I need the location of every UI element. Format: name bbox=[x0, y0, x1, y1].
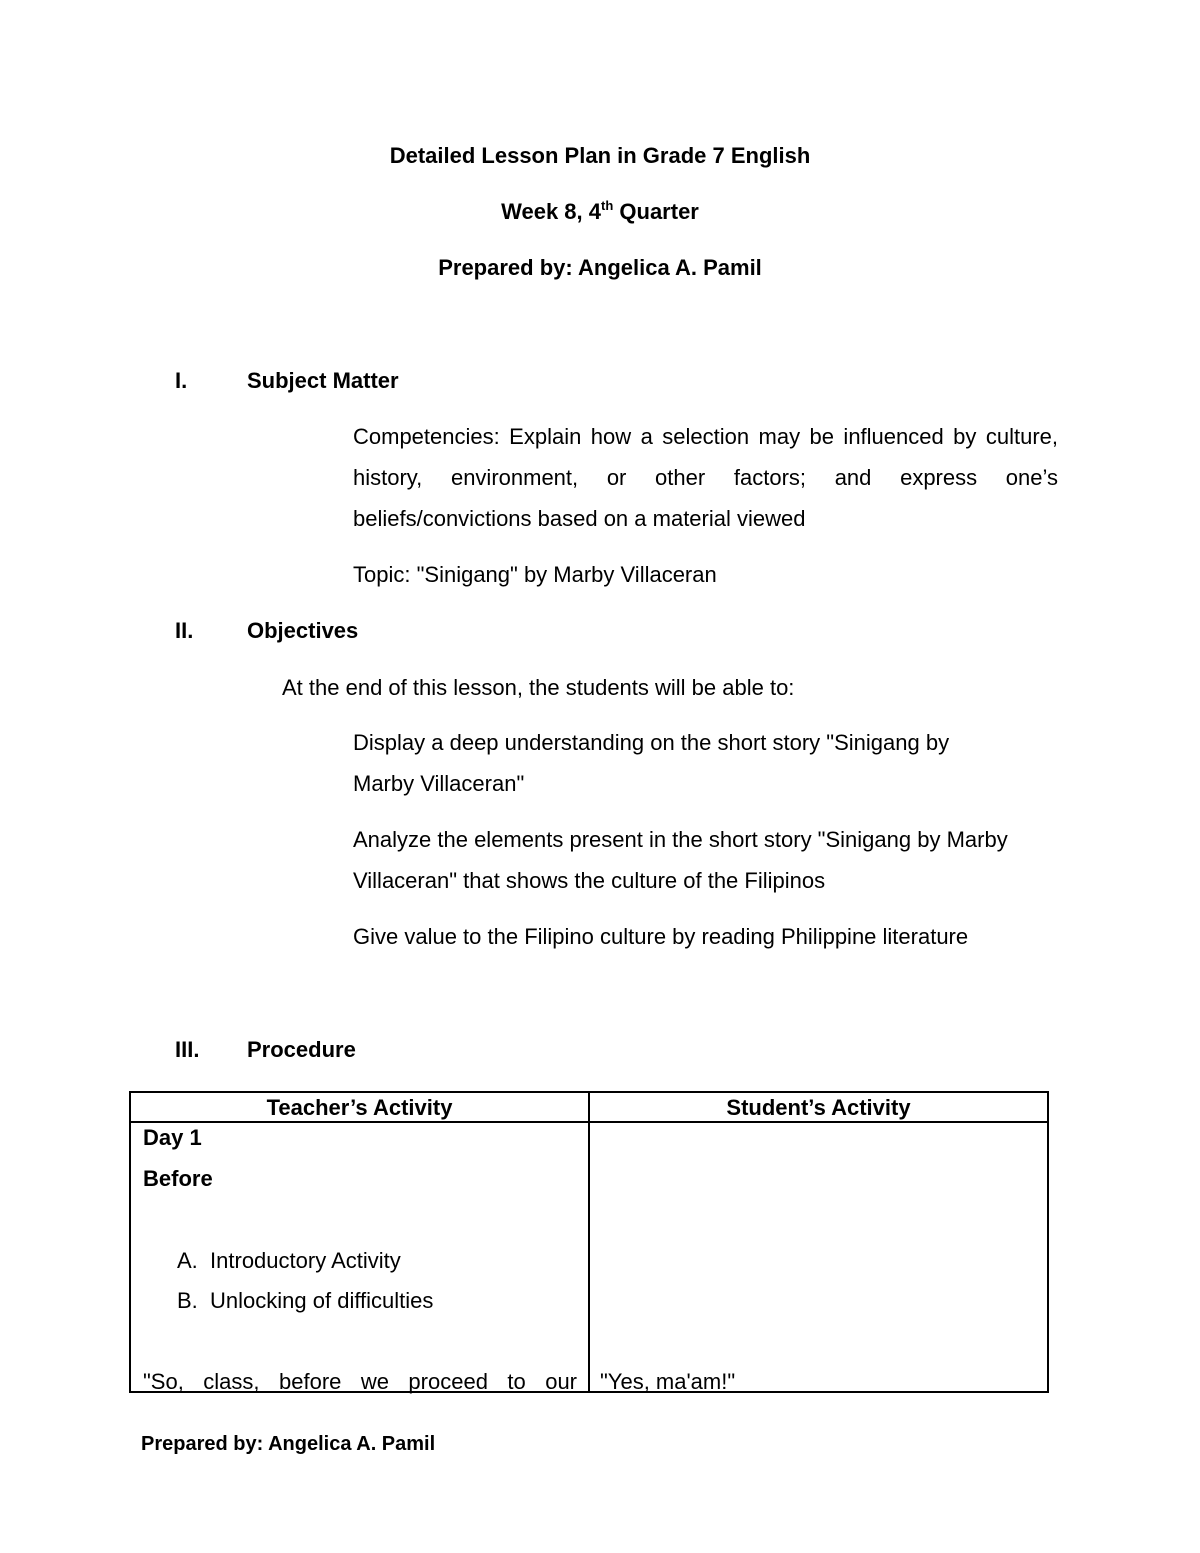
week-quarter bbox=[0, 199, 1200, 225]
quote-word: "So, bbox=[143, 1369, 184, 1394]
list-marker: B. bbox=[177, 1288, 198, 1313]
objective-item: Give value to the Filipino culture by reading Philippine literature bbox=[353, 924, 969, 949]
objectives-intro: At the end of this lesson, the students will be able to: bbox=[282, 675, 795, 700]
list-item bbox=[177, 1248, 401, 1274]
quote-word: to bbox=[507, 1369, 526, 1394]
quote-word: before bbox=[279, 1369, 342, 1394]
week-superscript: th bbox=[601, 198, 614, 213]
objective-item: Display a deep understanding on the short story "Sinigang by Marby Villaceran" bbox=[353, 730, 950, 796]
section-heading-objectives: Objectives bbox=[247, 618, 359, 643]
footer-prepared-by: Prepared by: Angelica A. Pamil bbox=[141, 1433, 436, 1455]
topic-text: Topic: "Sinigang" by Marby Villaceran bbox=[353, 562, 717, 587]
quote-word: we bbox=[360, 1369, 389, 1394]
list-item-text: Unlocking of difficulties bbox=[210, 1288, 434, 1313]
student-response: "Yes, ma'am!" bbox=[600, 1369, 736, 1394]
quarter-text: Quarter bbox=[613, 199, 699, 224]
quote-word: class, bbox=[203, 1369, 260, 1394]
list-item-text: Introductory Activity bbox=[210, 1248, 401, 1273]
teacher-activity-header: Teacher’s Activity bbox=[130, 1092, 589, 1122]
section-heading-subject-matter: Subject Matter bbox=[247, 368, 399, 393]
prepared-by-header: Prepared by: Angelica A. Pamil bbox=[438, 255, 762, 280]
table-header-row bbox=[130, 1092, 1048, 1122]
student-activity-cell bbox=[589, 1122, 1048, 1392]
section-numeral-2: II. bbox=[175, 618, 194, 643]
section-numeral-1: I. bbox=[175, 368, 188, 393]
student-activity-header: Student’s Activity bbox=[589, 1092, 1048, 1122]
list-item bbox=[177, 1288, 433, 1314]
document-title: Detailed Lesson Plan in Grade 7 English bbox=[389, 143, 811, 168]
phase-label: Before bbox=[143, 1166, 213, 1191]
objective-item: Analyze the elements present in the short story "Sinigang by Marby Villaceran" that shows the culture of the Filipinos bbox=[353, 827, 1008, 893]
quote-word: our bbox=[545, 1369, 577, 1394]
competencies-text: Competencies: Explain how a selection may be influenced by culture, history, environment, or other factors; and express one’s beliefs/convictions based on a material viewed bbox=[353, 424, 1058, 531]
procedure-table bbox=[129, 1091, 1049, 1393]
section-numeral-3: III. bbox=[175, 1037, 200, 1062]
week-text: Week 8, 4 bbox=[501, 199, 601, 224]
table-row bbox=[130, 1122, 1048, 1392]
section-heading-procedure: Procedure bbox=[247, 1037, 356, 1062]
list-marker: A. bbox=[177, 1248, 198, 1273]
teacher-quote-line bbox=[143, 1369, 577, 1395]
day-label: Day 1 bbox=[143, 1125, 202, 1150]
quote-word: proceed bbox=[408, 1369, 488, 1394]
teacher-activity-cell bbox=[130, 1122, 589, 1392]
